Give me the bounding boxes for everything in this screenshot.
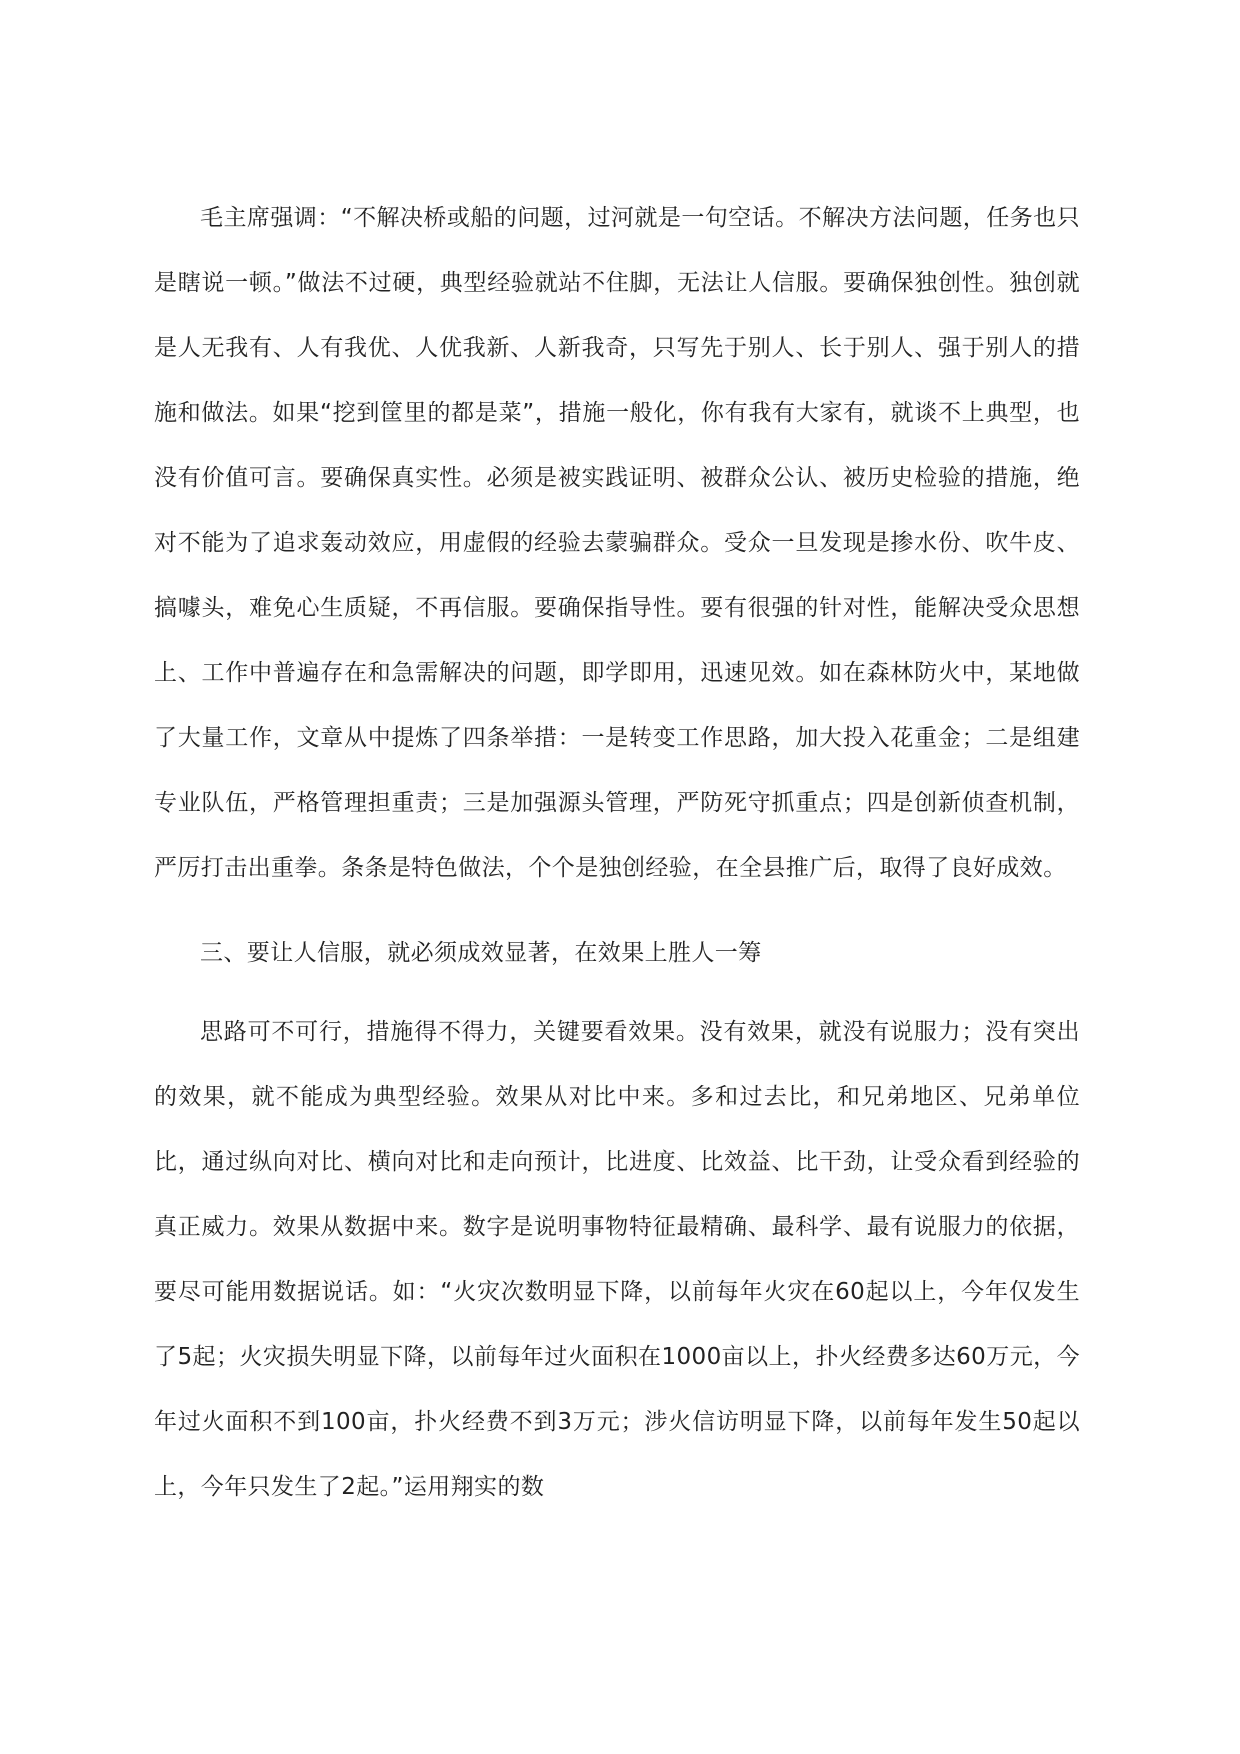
body-paragraph: 思路可不可行，措施得不得力，关键要看效果。没有效果，就没有说服力；没有突出的效果，就不能成为典型经验。效果从对比中来。多和过去比，和兄弟地区、兄弟单位比，通过纵向对比、横向对比和走向预计，比进度、比效益、比干劲，让受众看到经验的真正威力。效果从数据中来。数字是说明事物特征最精确、最科学、最有说服力的依据，要尽可能用数据说话。如：“火灾次数明显下降，以前每年火灾在60起以上，今年仅发生了5起；火灾损失明显下降，以前每年过火面积在1000亩以上，扑火经费多达60万元，今年过火面积不到100亩，扑火经费不到3万元；涉火信访明显下降，以前每年发生50起以上，今年只发生了2起。”运用翔实的数 [154,1019,1080,1500]
section-heading: 三、要让人信服，就必须成效显著，在效果上胜人一筹 [200,940,762,966]
body-paragraph: 毛主席强调：“不解决桥或船的问题，过河就是一句空话。不解决方法问题，任务也只是瞎说一顿。”做法不过硬，典型经验就站不住脚，无法让人信服。要确保独创性。独创就是人无我有、人有我优、人优我新、人新我奇，只写先于别人、长于别人、强于别人的措施和做法。如果“挖到筐里的都是菜”，措施一般化，你有我有大家有，就谈不上典型，也没有价值可言。要确保真实性。必须是被实践证明、被群众公认、被历史检验的措施，绝对不能为了追求轰动效应，用虚假的经验去蒙骗群众。受众一旦发现是掺水份、吹牛皮、搞噱头，难免心生质疑，不再信服。要确保指导性。要有很强的针对性，能解决受众思想上、工作中普遍存在和急需解决的问题，即学即用，迅速见效。如在森林防火中，某地做了大量工作，文章从中提炼了四条举措：一是转变工作思路，加大投入花重金；二是组建专业队伍，严格管理担重责；三是加强源头管理，严防死守抓重点；四是创新侦查机制，严厉打击出重拳。条条是特色做法，个个是独创经验，在全县推广后，取得了良好成效。 [154,205,1080,881]
document-body [154,186,1080,1520]
